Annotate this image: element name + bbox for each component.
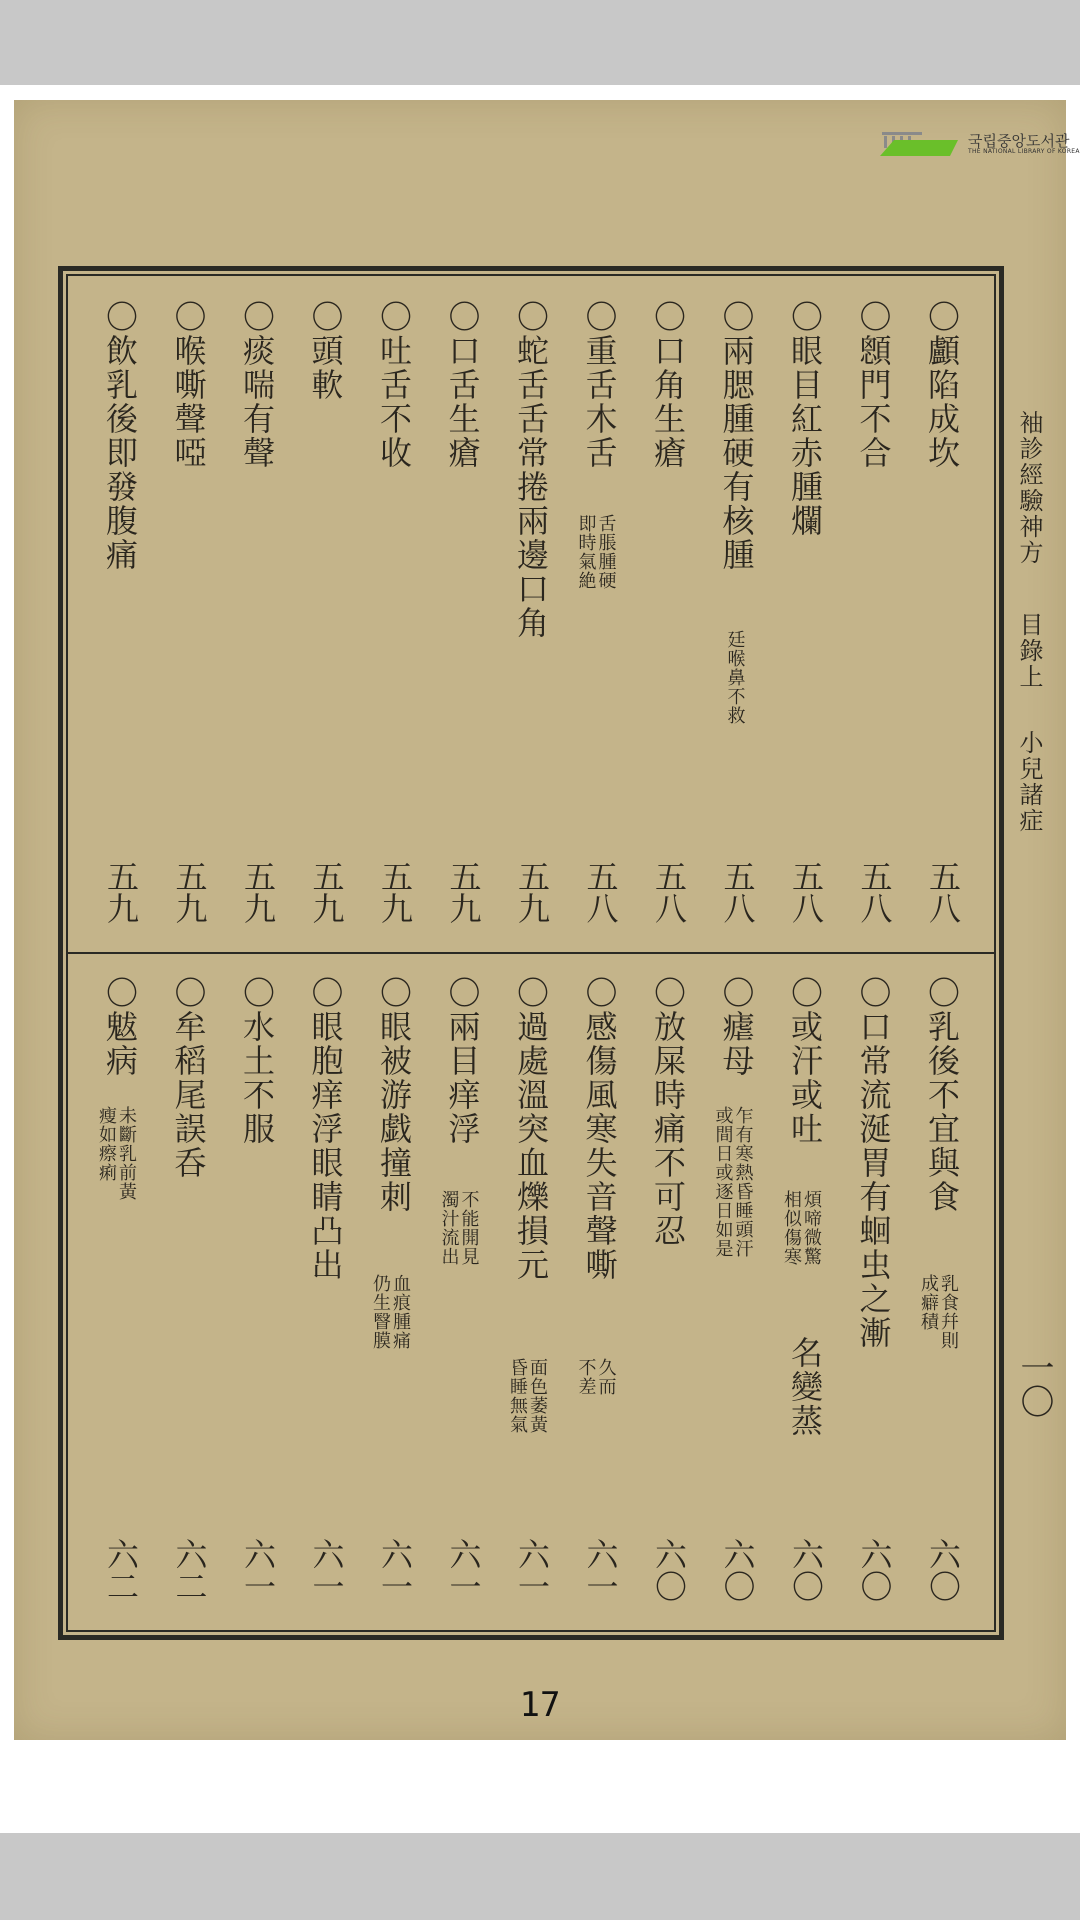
entry-title: 〇眼被游戯撞刺 bbox=[375, 976, 413, 1214]
entry-page-number: 六〇 bbox=[855, 1538, 894, 1602]
running-header-section: 目錄上 bbox=[1015, 612, 1043, 690]
entry-page-number: 五九 bbox=[239, 860, 277, 924]
entry-page-number: 六二 bbox=[102, 1538, 140, 1602]
entry-note: 乍有寒熱昏睡頭汗 或間日或逐日如是 bbox=[712, 1106, 754, 1258]
entry-note: 未斷乳前黃 瘦如瘵痢 bbox=[96, 1106, 137, 1201]
entry-title: 〇眼胞痒浮眼睛凸出 bbox=[306, 976, 345, 1282]
entry-title: 〇兩目痒浮 bbox=[443, 976, 482, 1146]
leaf-number: 一〇 bbox=[1014, 1350, 1054, 1418]
entry-title: 〇水土不服 bbox=[238, 976, 276, 1146]
entry-title: 〇眼目紅赤腫爛 bbox=[786, 300, 824, 538]
viewer-bottom-bar bbox=[0, 1833, 1080, 1920]
entry-page-number: 五九 bbox=[513, 860, 551, 924]
entry-page-number: 六一 bbox=[307, 1538, 346, 1602]
entry-page-number: 五八 bbox=[787, 860, 825, 924]
entry-page-number: 五八 bbox=[581, 860, 620, 924]
entry-page-number: 六二 bbox=[170, 1538, 209, 1602]
entry-page-number: 五九 bbox=[307, 860, 346, 924]
entry-page-number: 六一 bbox=[513, 1538, 551, 1602]
entry-title: 〇兩腮腫硬有核腫 bbox=[717, 300, 756, 572]
entry-page-number: 五九 bbox=[170, 860, 209, 924]
entry-page-number: 五九 bbox=[376, 860, 414, 924]
entry-page-number: 六〇 bbox=[787, 1538, 825, 1602]
entry-title: 〇口舌生瘡 bbox=[443, 300, 482, 470]
viewer-top-bar bbox=[0, 0, 1080, 85]
entry-page-number: 五九 bbox=[444, 860, 483, 924]
entry-note: 久而 不差 bbox=[575, 1358, 617, 1396]
entry-title: 〇或汗或吐 bbox=[786, 976, 824, 1146]
entry-page-number: 五九 bbox=[102, 860, 140, 924]
entry-title: 〇魃病 bbox=[101, 976, 139, 1078]
entry-page-number: 五八 bbox=[650, 860, 688, 924]
entry-title: 〇感傷風寒失音聲嘶 bbox=[580, 976, 619, 1282]
entry-page-number: 六〇 bbox=[718, 1538, 757, 1602]
entry-title: 〇乳後不宜與食 bbox=[923, 976, 961, 1214]
entry-page-number: 六〇 bbox=[650, 1538, 688, 1602]
entry-title: 〇瘧母 bbox=[717, 976, 756, 1078]
entry-note: 舌脹腫硬 即時氣絶 bbox=[575, 514, 617, 590]
entry-page-number: 五八 bbox=[718, 860, 757, 924]
entry-page-number: 五八 bbox=[855, 860, 894, 924]
entry-title: 〇喉嘶聲啞 bbox=[169, 300, 208, 470]
running-header-title: 袖診經驗神方 bbox=[1015, 410, 1043, 566]
entry-title: 〇蛇舌舌常捲兩邊口角 bbox=[512, 300, 550, 640]
entry-title: 〇重舌木舌 bbox=[580, 300, 619, 470]
library-logo-icon bbox=[880, 128, 958, 156]
library-name-english: THE NATIONAL LIBRARY OF KOREA bbox=[968, 148, 1080, 155]
entry-note: 不能開見 濁汁流出 bbox=[438, 1190, 480, 1266]
entry-note: 廷喉鼻不救 bbox=[724, 630, 746, 725]
section-divider bbox=[68, 952, 994, 954]
folio-number: 17 bbox=[519, 1685, 561, 1725]
entry-title: 〇吐舌不收 bbox=[375, 300, 413, 470]
library-logo bbox=[880, 128, 1080, 158]
library-name-korean: 국립중앙도서관 bbox=[968, 132, 1070, 150]
entry-note: 煩啼微驚 相似傷寒 bbox=[781, 1190, 822, 1266]
entry-page-number: 六一 bbox=[581, 1538, 620, 1602]
entry-page-number: 五八 bbox=[924, 860, 962, 924]
entry-title: 〇痰喘有聲 bbox=[238, 300, 276, 470]
entry-note: 乳食幷則 成癖積 bbox=[918, 1274, 959, 1350]
entry-title: 〇口常流涎胃有蛔虫之漸 bbox=[854, 976, 893, 1350]
entry-title: 〇顖門不合 bbox=[854, 300, 893, 470]
entry-title: 〇顱陷成坎 bbox=[923, 300, 961, 470]
entry-note: 面色萎黃 昏睡無氣 bbox=[507, 1358, 548, 1434]
entry-title-continued: 名變蒸 bbox=[786, 1336, 824, 1438]
entry-title: 〇牟稻尾誤呑 bbox=[169, 976, 208, 1180]
entry-note: 血痕腫痛 仍生瞖膜 bbox=[370, 1274, 411, 1350]
entry-page-number: 六〇 bbox=[924, 1538, 962, 1602]
entry-title: 〇口角生瘡 bbox=[649, 300, 687, 470]
entry-page-number: 六一 bbox=[376, 1538, 414, 1602]
entry-page-number: 六一 bbox=[444, 1538, 483, 1602]
entry-title: 〇過處溫突血爍損元 bbox=[512, 976, 550, 1282]
entry-page-number: 六一 bbox=[239, 1538, 277, 1602]
entry-title: 〇飲乳後即發腹痛 bbox=[101, 300, 139, 572]
running-header-subsection: 小兒諸症 bbox=[1015, 730, 1043, 834]
entry-title: 〇放屎時痛不可忍 bbox=[649, 976, 687, 1248]
entry-title: 〇頭軟 bbox=[306, 300, 345, 402]
